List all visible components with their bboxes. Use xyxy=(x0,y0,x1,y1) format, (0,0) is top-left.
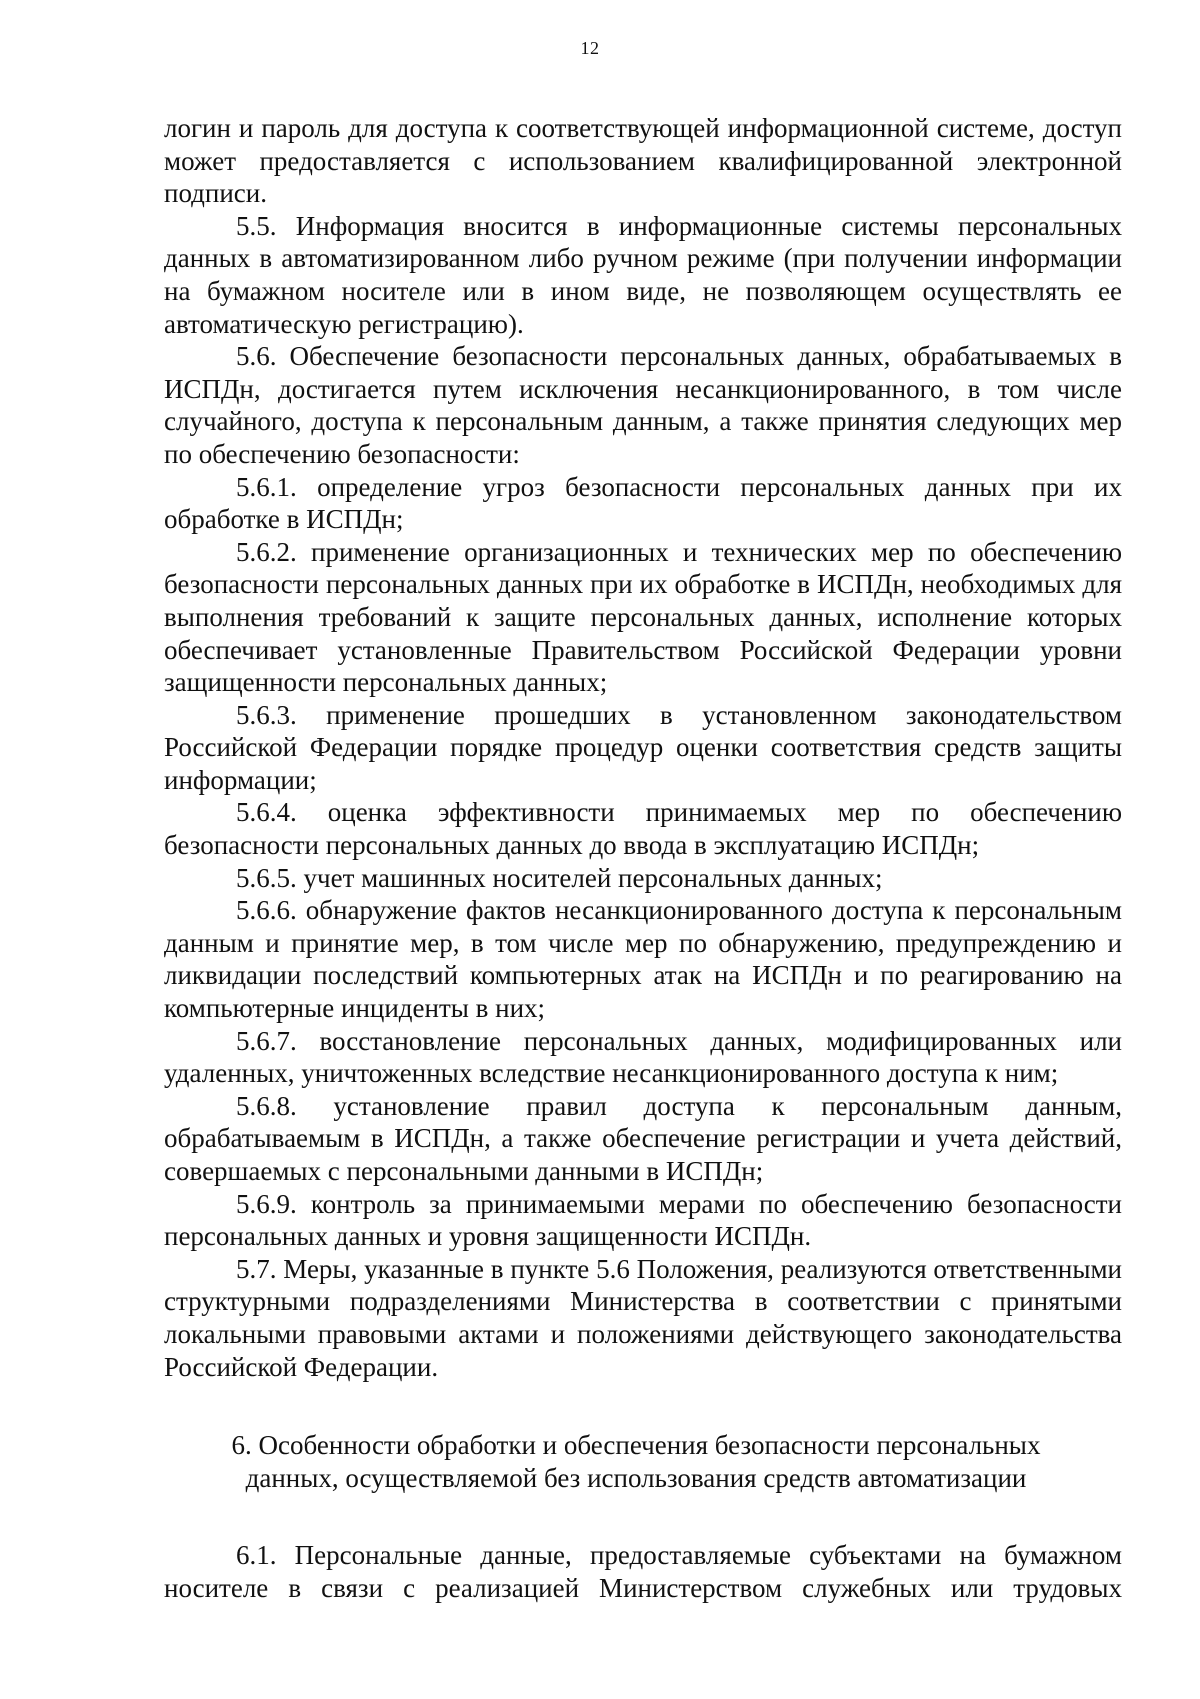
paragraph-5-7: 5.7. Меры, указанные в пункте 5.6 Положения, реализуются ответственными структурными подразделениями Министерства в соответствии с принятыми локальными правовыми актами и положениями действующего законодательства Российской Федерации. xyxy=(164,1253,1122,1382)
paragraph-5-6-3: 5.6.3. применение прошедших в установленном законодательством Российской Федерации порядке процедур оценки соответствия средств защиты информации; xyxy=(164,699,1122,795)
page-number: 12 xyxy=(580,38,600,58)
paragraph-5-6-9: 5.6.9. контроль за принимаемыми мерами по обеспечению безопасности персональных данных и уровня защищенности ИСПДн. xyxy=(164,1188,1122,1252)
paragraph-5-5: 5.5. Информация вносится в информационные системы персональных данных в автоматизированном либо ручном режиме (при получении информации на бумажном носителе или в ином виде, не позволяющем осуществлять ее автоматическую регистрацию). xyxy=(164,210,1122,339)
paragraph-5-6-7: 5.6.7. восстановление персональных данных, модифицированных или удаленных, уничтоженных вследствие несанкционированного доступа к ним; xyxy=(164,1025,1122,1089)
paragraph-5-6-4: 5.6.4. оценка эффективности принимаемых мер по обеспечению безопасности персональных данных до ввода в эксплуатацию ИСПДн; xyxy=(164,797,1122,861)
paragraph-5-6-5: 5.6.5. учет машинных носителей персональных данных; xyxy=(236,862,883,893)
section-heading-line-2: данных, осуществляемой без использования средств автоматизации xyxy=(245,1463,1027,1494)
paragraph-5-6-8: 5.6.8. установление правил доступа к персональным данным, обрабатываемым в ИСПДн, а также обеспечение регистрации и учета действий, совершаемых с персональными данными в ИСПДн; xyxy=(164,1090,1122,1186)
section-heading-line-1: 6. Особенности обработки и обеспечения безопасности персональных xyxy=(231,1430,1041,1461)
paragraph-5-6-6: 5.6.6. обнаружение фактов несанкционированного доступа к персональным данным и принятие мер, в том числе мер по обнаружению, предупреждению и ликвидации последствий компьютерных атак на ИСПДн и по реагированию на компьютерные инциденты в них; xyxy=(164,895,1122,1024)
paragraph-continuation: логин и пароль для доступа к соответствующей информационной системе, доступ может предоставляется с использованием квалифицированной электронной подписи. xyxy=(164,113,1122,209)
paragraph-5-6-1: 5.6.1. определение угроз безопасности персональных данных при их обработке в ИСПДн; xyxy=(164,471,1122,535)
paragraph-5-6: 5.6. Обеспечение безопасности персональных данных, обрабатываемых в ИСПДн, достигается путем исключения несанкционированного, в том числе случайного, доступа к персональным данным, а также принятия следующих мер по обеспечению безопасности: xyxy=(164,341,1122,469)
section-6-heading xyxy=(164,1429,1122,1495)
paragraph-6-1: 6.1. Персональные данные, предоставляемые субъектами на бумажном носителе в связи с реализацией Министерством служебных или трудовых xyxy=(164,1540,1122,1603)
page-body xyxy=(164,112,1122,1604)
paragraph-5-6-2: 5.6.2. применение организационных и технических мер по обеспечению безопасности персональных данных при их обработке в ИСПДн, необходимых для выполнения требований к защите персональных данных, исполнение которых обеспечивает установленные Правительством Российской Федерации уровни защищенности персональных данных; xyxy=(164,536,1122,698)
